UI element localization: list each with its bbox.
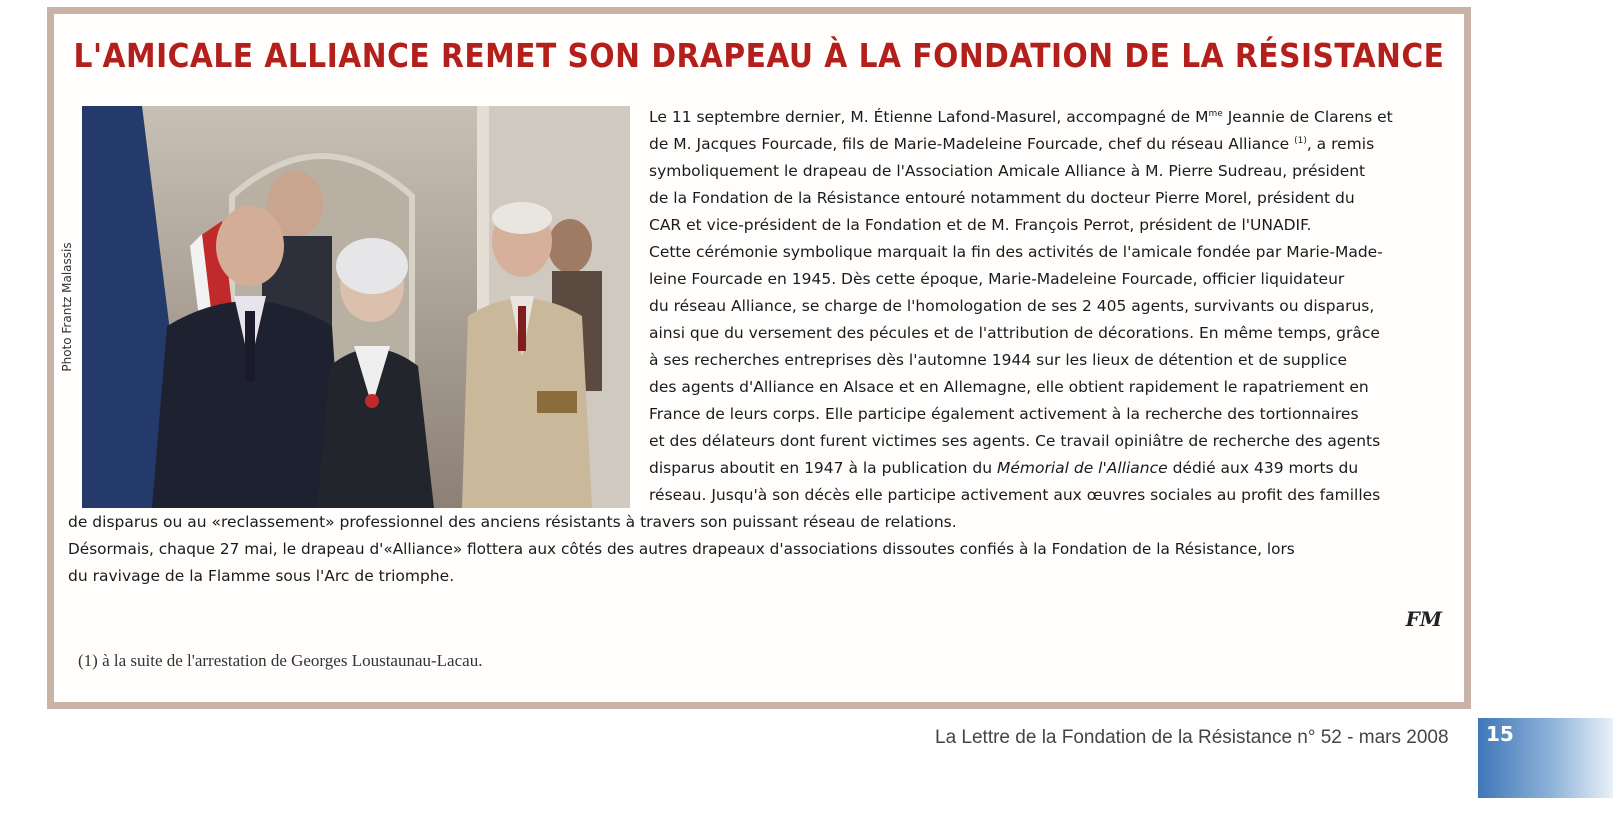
body-line: des agents d'Alliance en Alsace et en Allemagne, elle obtient rapidement le rapatriement en	[649, 378, 1369, 396]
body-line: et des délateurs dont furent victimes ses agents. Ce travail opiniâtre de recherche des agents	[649, 432, 1381, 450]
body-line	[649, 455, 1358, 483]
body-line: réseau. Jusqu'à son décès elle participe activement aux œuvres sociales au profit des familles	[649, 486, 1381, 504]
body-text: Le 11 septembre dernier, M. Étienne Lafond-Masurel, accompagné de M	[649, 108, 1209, 126]
footnote-ref: (1)	[1294, 135, 1307, 146]
superscript: me	[1208, 108, 1223, 119]
body-line: Désormais, chaque 27 mai, le drapeau d'«Alliance» flottera aux côtés des autres drapeaux d'associations dissoutes confiés à la Fondation de la Résistance, lors	[68, 540, 1295, 558]
page-number: 15	[1486, 722, 1514, 746]
publication-footer: La Lettre de la Fondation de la Résistance n° 52 - mars 2008	[935, 727, 1449, 748]
body-line: de disparus ou au «reclassement» professionnel des anciens résistants à travers son puissant réseau de relations.	[68, 513, 957, 531]
body-line	[649, 104, 1393, 132]
body-text: Jeannie de Clarens et	[1222, 108, 1393, 126]
body-line: Cette cérémonie symbolique marquait la fin des activités de l'amicale fondée par Marie-Made-	[649, 243, 1383, 261]
body-text: de M. Jacques Fourcade, fils de Marie-Madeleine Fourcade, chef du réseau Alliance	[649, 135, 1295, 153]
article-body	[54, 14, 1464, 694]
article-title: L'AMICALE ALLIANCE REMET SON DRAPEAU À LA FONDATION DE LA RÉSISTANCE	[73, 36, 1445, 75]
body-line: du réseau Alliance, se charge de l'homologation de ses 2 405 agents, survivants ou disparus,	[649, 297, 1375, 315]
body-line: à ses recherches entreprises dès l'automne 1944 sur les lieux de détention et de supplice	[649, 351, 1348, 369]
body-line: CAR et vice-président de la Fondation et de M. François Perrot, président de l'UNADIF.	[649, 216, 1312, 234]
body-line: de la Fondation de la Résistance entouré notamment du docteur Pierre Morel, président du	[649, 189, 1355, 207]
author-signature: FM	[1405, 607, 1442, 631]
body-text: dédié aux 439 morts du	[1167, 459, 1359, 477]
body-line: ainsi que du versement des pécules et de l'attribution de décorations. En même temps, grâce	[649, 324, 1380, 342]
book-title: Mémorial de l'Alliance	[996, 459, 1168, 477]
article-frame	[47, 7, 1471, 709]
body-line: France de leurs corps. Elle participe également activement à la recherche des tortionnaires	[649, 405, 1359, 423]
photo-credit-text: Photo Frantz Malassis	[60, 242, 74, 372]
footnote: (1) à la suite de l'arrestation de Georges Loustaunau-Lacau.	[78, 651, 483, 670]
body-text: , a remis	[1306, 135, 1375, 153]
body-line: symboliquement le drapeau de l'Association Amicale Alliance à M. Pierre Sudreau, président	[649, 162, 1366, 180]
body-line: leine Fourcade en 1945. Dès cette époque, Marie-Madeleine Fourcade, officier liquidateur	[649, 270, 1345, 288]
body-line	[649, 131, 1374, 159]
body-text: disparus aboutit en 1947 à la publication du	[649, 459, 997, 477]
body-line: du ravivage de la Flamme sous l'Arc de triomphe.	[68, 567, 455, 585]
